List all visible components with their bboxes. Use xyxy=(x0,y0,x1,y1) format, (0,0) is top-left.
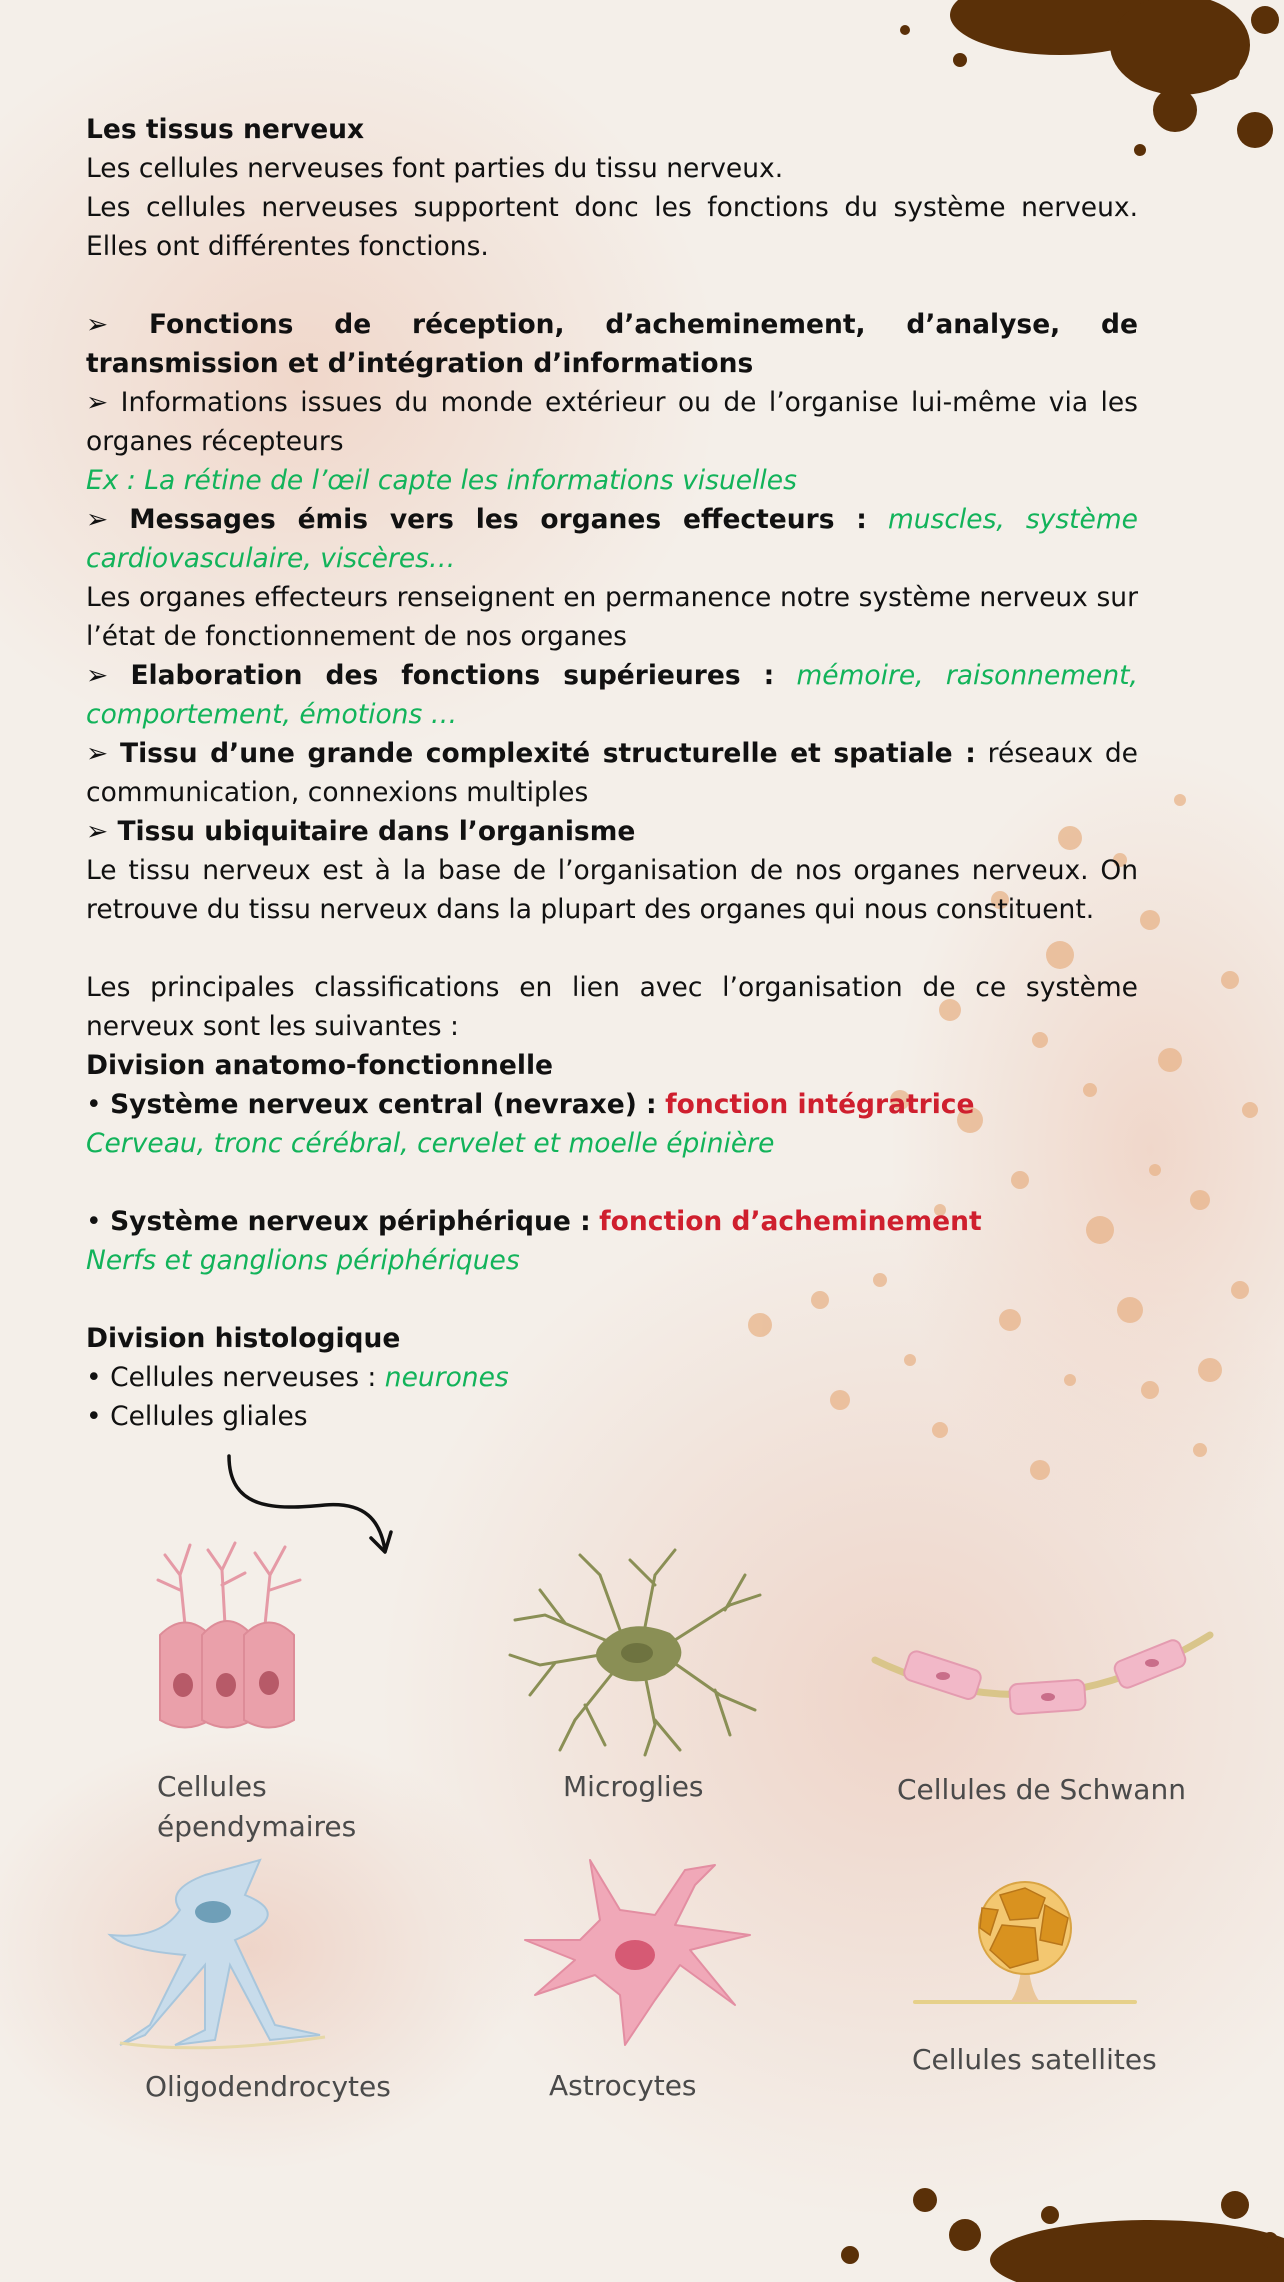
caption-oligodendrocytes: Oligodendrocytes xyxy=(145,2070,391,2103)
glial-cells-line: • Cellules gliales xyxy=(86,1401,308,1432)
arrow-bullet-icon: ➢ xyxy=(86,387,109,418)
intro-line-1: Les cellules nerveuses font parties du tissu nerveux. xyxy=(86,153,784,184)
function-ubiquitous: ➢ Tissu ubiquitaire dans l’organisme xyxy=(86,816,636,847)
effector-organs-text: Les organes effecteurs renseignent en permanence notre système nerveux sur l’état de fonctionnement de nos organes xyxy=(86,582,1138,652)
example-retina: Ex : La rétine de l’œil capte les informations visuelles xyxy=(86,465,797,496)
caption-microglia: Microglies xyxy=(563,1770,704,1803)
function-reception: ➢ Fonctions de réception, d’acheminement, d’analyse, de transmission et d’intégration d’informations xyxy=(86,309,1138,379)
ubiquitous-text: Le tissu nerveux est à la base de l’organisation de nos organes nerveux. On retrouve du tissu nerveux dans la plupart des organes qui nous constituent. xyxy=(86,855,1138,925)
caption-astrocytes: Astrocytes xyxy=(549,2069,697,2102)
arrow-bullet-icon: ➢ xyxy=(86,738,109,769)
caption-ependymal-line1: Cellules xyxy=(157,1770,267,1803)
histological-title: Division histologique xyxy=(86,1323,401,1354)
microglia-illustration xyxy=(505,1545,765,1760)
ependymal-cells-illustration xyxy=(130,1535,320,1745)
function-superior: ➢ Elaboration des fonctions supérieures : mémoire, raisonnement, comportement, émotions … xyxy=(86,660,1138,730)
arrow-bullet-icon: ➢ xyxy=(86,816,109,847)
satellite-cells-illustration xyxy=(910,1880,1140,2010)
schwann-cells-illustration xyxy=(865,1620,1215,1740)
caption-satellite: Cellules satellites xyxy=(912,2043,1157,2076)
section-title: Les tissus nerveux xyxy=(86,114,365,145)
bullet-icon: • xyxy=(86,1362,102,1393)
oligodendrocytes-illustration xyxy=(105,1855,355,2050)
function-complexity: ➢ Tissu d’une grande complexité structurelle et spatiale : réseaux de communication, connexions multiples xyxy=(86,738,1138,808)
document-body xyxy=(86,110,1138,1436)
classification-intro: Les principales classifications en lien avec l’organisation de ce système nerveux sont les suivantes : xyxy=(86,972,1138,1042)
snc-line: • Système nerveux central (nevraxe) : fonction intégratrice xyxy=(86,1089,975,1120)
bullet-icon: • xyxy=(86,1401,102,1432)
nerve-cells-line: • Cellules nerveuses : neurones xyxy=(86,1362,509,1393)
anatomo-functional-title: Division anatomo-fonctionnelle xyxy=(86,1050,554,1081)
arrow-bullet-icon: ➢ xyxy=(86,309,109,340)
snc-examples: Cerveau, tronc cérébral, cervelet et moelle épinière xyxy=(86,1128,775,1159)
caption-schwann: Cellules de Schwann xyxy=(897,1773,1186,1806)
function-messages: ➢ Messages émis vers les organes effecteurs : muscles, système cardiovasculaire, viscères… xyxy=(86,504,1138,574)
function-informations: ➢ Informations issues du monde extérieur ou de l’organise lui-même via les organes récepteurs xyxy=(86,387,1138,457)
arrow-bullet-icon: ➢ xyxy=(86,504,109,535)
astrocytes-illustration xyxy=(515,1855,760,2055)
snp-examples: Nerfs et ganglions périphériques xyxy=(86,1245,520,1276)
intro-line-2: Les cellules nerveuses supportent donc les fonctions du système nerveux. Elles ont différentes fonctions. xyxy=(86,192,1138,262)
bullet-icon: • xyxy=(86,1089,102,1120)
snp-line: • Système nerveux périphérique : fonction d’acheminement xyxy=(86,1206,982,1237)
bullet-icon: • xyxy=(86,1206,102,1237)
caption-ependymal-line2: épendymaires xyxy=(157,1810,357,1843)
arrow-bullet-icon: ➢ xyxy=(86,660,109,691)
